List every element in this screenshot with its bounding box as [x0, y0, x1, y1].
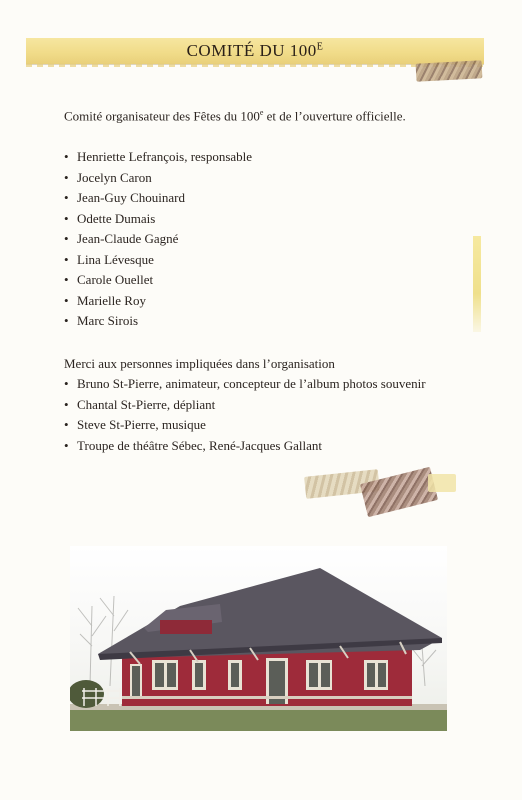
list-item: • Steve St-Pierre, musique — [64, 415, 426, 436]
intro-text-end: et de l’ouverture officielle. — [263, 108, 406, 124]
list-item: • Henriette Lefrançois, responsable — [64, 147, 252, 168]
page-title-sup: E — [316, 41, 324, 53]
list-item: • Troupe de théâtre Sébec, René-Jacques Gallant — [64, 436, 426, 457]
dormer-wall — [160, 620, 212, 634]
committee-list — [64, 147, 252, 332]
list-item: • Jocelyn Caron — [64, 168, 252, 189]
list-item: • Odette Dumais — [64, 209, 252, 230]
postage-stamp-decoration — [428, 474, 456, 492]
postage-stamp-decoration — [416, 60, 483, 81]
list-item: • Lina Lévesque — [64, 250, 252, 271]
list-item: • Chantal St-Pierre, dépliant — [64, 395, 426, 416]
title-banner — [26, 38, 484, 64]
intro-sup: e — [259, 108, 264, 117]
station-trim — [122, 696, 412, 699]
list-item: • Jean-Guy Chouinard — [64, 188, 252, 209]
list-item: • Carole Ouellet — [64, 270, 252, 291]
list-item: • Marielle Roy — [64, 291, 252, 312]
train-station-photo — [70, 546, 447, 731]
list-item: • Jean-Claude Gagné — [64, 229, 252, 250]
intro-text: Comité organisateur des Fêtes du 100 — [64, 108, 260, 124]
list-item: • Bruno St-Pierre, animateur, concepteur de l’album photos souvenir — [64, 374, 426, 395]
list-item: • Marc Sirois — [64, 311, 252, 332]
contributors-list — [64, 374, 426, 456]
thanks-heading: Merci aux personnes impliquées dans l’organisation — [64, 356, 335, 371]
page-title-text: COMITÉ DU 100 — [186, 41, 317, 60]
intro-paragraph — [64, 108, 484, 124]
page-title — [26, 41, 484, 61]
station-illustration — [70, 546, 447, 731]
shrub — [70, 680, 104, 708]
decorative-tape-strip — [473, 236, 481, 332]
